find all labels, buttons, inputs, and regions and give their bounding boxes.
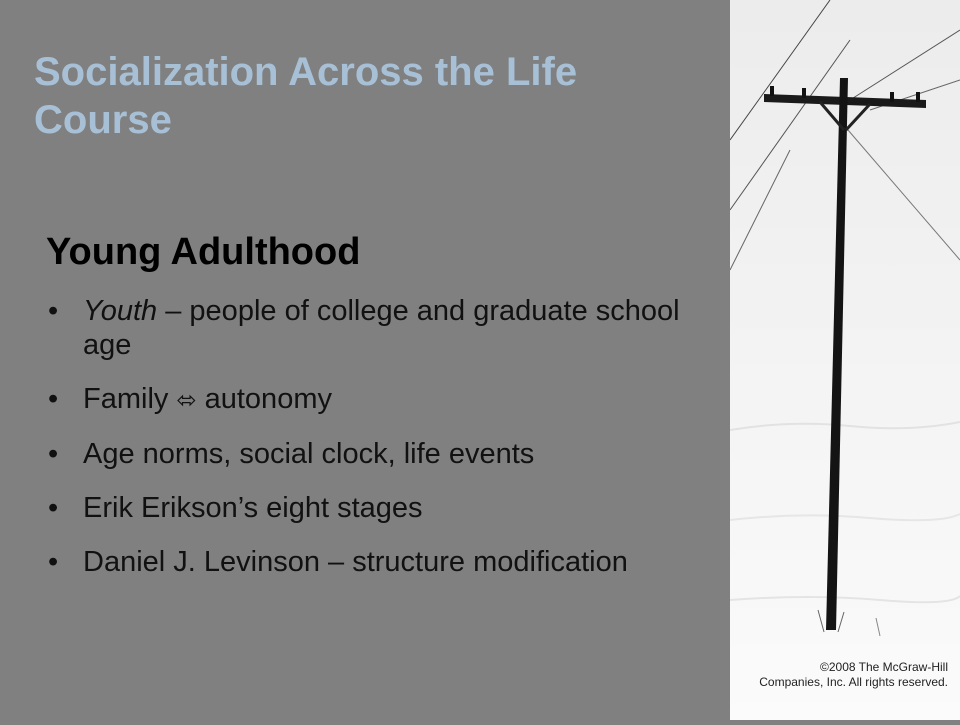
slide-subtitle: Young Adulthood (46, 231, 361, 273)
bullet-item-youth (46, 294, 706, 362)
bullet-text: Erik Erikson’s eight stages (83, 492, 423, 524)
bullet-text: – people of college and graduate school age (83, 295, 680, 361)
bullet-icon: • (48, 546, 59, 578)
slide-title: Socialization Across the Life Course (34, 50, 578, 142)
bullet-text: Age norms, social clock, life events (83, 438, 535, 470)
bullet-item-family (46, 382, 706, 417)
bullet-item-levinson (46, 545, 706, 579)
bullet-icon: • (48, 295, 59, 327)
copyright-line: ©2008 The McGraw-Hill (820, 660, 948, 674)
bullet-text: Family (83, 383, 177, 415)
copyright-line: Companies, Inc. All rights reserved. (759, 675, 948, 689)
bullet-icon: • (48, 383, 59, 415)
bullet-item-erikson (46, 491, 706, 525)
bullet-list (46, 294, 706, 599)
bullet-emphasis: Youth (83, 295, 158, 327)
bullet-text: Daniel J. Levinson – structure modification (83, 546, 628, 578)
double-arrow-icon: ⬄ (176, 386, 197, 414)
copyright-notice (718, 660, 948, 690)
bullet-item-age-norms (46, 437, 706, 471)
bullet-text: autonomy (196, 383, 332, 415)
telephone-pole-photo (730, 0, 960, 720)
bullet-icon: • (48, 438, 59, 470)
bullet-icon: • (48, 492, 59, 524)
